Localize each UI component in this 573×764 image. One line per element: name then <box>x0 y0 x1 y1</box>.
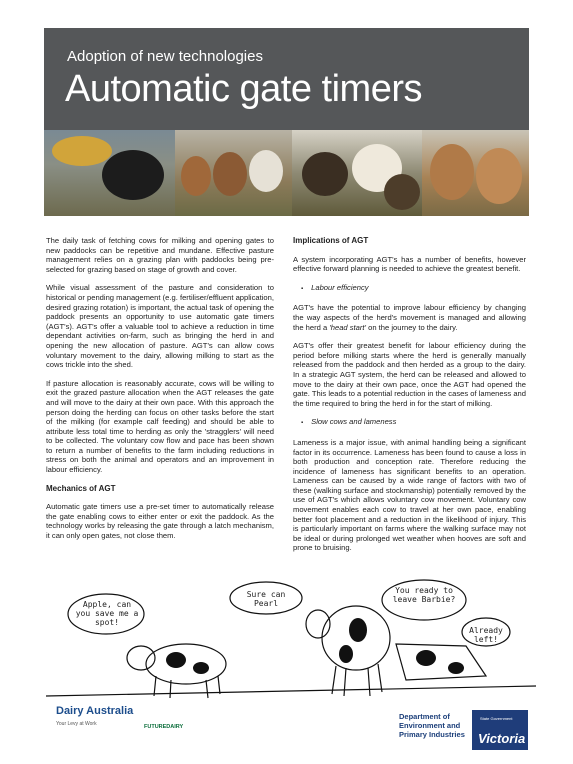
speech-bubble-barbie: You ready to leave Barbie? <box>392 586 456 604</box>
victoria-wordmark: Victoria <box>478 731 526 746</box>
speech-bubble-already-left: Already left! <box>469 626 503 644</box>
implications-heading: Implications of AGT <box>293 236 369 245</box>
bullet-slow-cows: ▪ Slow cows and lameness <box>301 417 526 429</box>
page-subtitle: Adoption of new technologies <box>67 48 263 65</box>
dpi-line-3: Primary Industries <box>399 730 465 739</box>
lameness-paragraph: Lameness is a major issue, with animal handling being a significant factor in its occurrence. Lameness has been found to cause a loss in both production and conception rate. Therefore reducing the incidence of lameness has significant benefits to an operation. Lameness can be caused by a wide range of factors with two of these (walking surface and stockmanship) potentially removed by the use of AGT's which allows voluntary cow movement. Voluntary cow movement enables each cow to travel at her own pace, enabling better foot placement and a reduction in the likelihood of injury. This is particularly important on farms where the walking surface may not be ideal or during prolonged wet weather when hooves are soft and prone to bruising. <box>293 437 526 553</box>
head-start-emphasis: 'head start' <box>329 322 366 332</box>
photo-calves-group <box>175 130 292 216</box>
dairy-australia-logo <box>56 706 133 730</box>
speech-bubble-pearl: Sure can Pearl <box>246 590 286 608</box>
photo-strip <box>44 130 529 216</box>
allocation-paragraph: If pasture allocation is reasonably accurate, cows will be willing to exit the grazed pasture allocation when the AGT releases the gate and will move to the dairy at their own pace. With this approach the person doing the herding can focus on other tasks before the start of the milking (for example calf feeding) and should be able to attribute less total time to herding as only the 'stragglers' will need to be collected. The voluntary cow flow and pace has been shown to return a number of benefits to the farm including reductions in stress on both the animal and operators and an improvement in labour efficiency. <box>46 378 274 475</box>
mechanics-heading: Mechanics of AGT <box>46 483 116 493</box>
dpi-line-1: Department of <box>399 712 450 721</box>
dpi-logo <box>399 712 465 739</box>
page-title: Automatic gate timers <box>65 68 422 110</box>
labour-text-b: on the journey to the dairy. <box>365 322 458 332</box>
mechanics-paragraph: Automatic gate timers use a pre-set timer to automatically release the gate enabling cows to either enter or exit the paddock. As the technology works by releasing the gate through a latch mechanism, it can only open gates, not close them. <box>46 502 274 541</box>
intro-paragraph: The daily task of fetching cows for milking and opening gates to new paddocks can be repetitive and mundane. Effective pasture management relies on a grazing plan with paddocks being pre-selected for grazing based on stage of growth and cover. <box>46 236 274 274</box>
dairy-australia-tagline: Your Levy at Work <box>56 721 97 727</box>
victoria-state-government: State Government <box>480 716 513 721</box>
dairy-australia-name: Dairy Australia <box>56 705 134 717</box>
right-column <box>293 236 526 562</box>
photo-jersey-calves <box>422 130 529 216</box>
header-banner <box>44 28 529 130</box>
future-dairy-logo: FUTUREDAIRY <box>144 724 184 730</box>
cow-cartoon <box>46 576 536 706</box>
photo-cow-with-brush <box>44 130 175 216</box>
labour-paragraph-1 <box>293 303 526 332</box>
victoria-logo <box>472 710 528 750</box>
left-column <box>46 236 274 550</box>
dpi-line-2: Environment and <box>399 721 461 730</box>
labour-text-a: AGT's have the potential to improve labour efficiency by changing the way aspects of the herd's movement is managed and allowing the herd a <box>293 303 526 332</box>
assessment-paragraph: While visual assessment of the pasture and consideration to historical or pending management (e.g. fertiliser/effluent application, desired grazing rotation) is important, the actual task of opening the paddock presents an opportunity to use automatic gate timers (AGT's). AGT's offer a valuable tool to achieve a reduction in time dependant activities on-farm, such as bringing the herd in and opening the new allocation of pasture. AGT's can allow cows voluntary movement to the dairy, allowing milking to start as the cows trickle into the shed. <box>46 283 274 370</box>
photo-cows-at-fence <box>292 130 422 216</box>
speech-bubble-apple: Apple, can you save me a spot! <box>75 600 139 627</box>
implications-paragraph: A system incorporating AGT's has a number of benefits, however effective forward planning is needed to achieve the greatest benefit. <box>293 254 526 274</box>
bullet-labour-efficiency: ▪ Labour efficiency <box>301 283 526 295</box>
labour-paragraph-2: AGT's offer their greatest benefit for labour efficiency during the period before milking starts where the herd is generally manually released from the paddock and then herded as a group to the dairy. In a strategic AGT system, the herd can be released and allowed to move to the dairy at their own pace, once the AGT had opened the gate. This leads to a potential reduction in the cases of lameness and the time required to bring the herd in for the start of milking. <box>293 341 526 408</box>
